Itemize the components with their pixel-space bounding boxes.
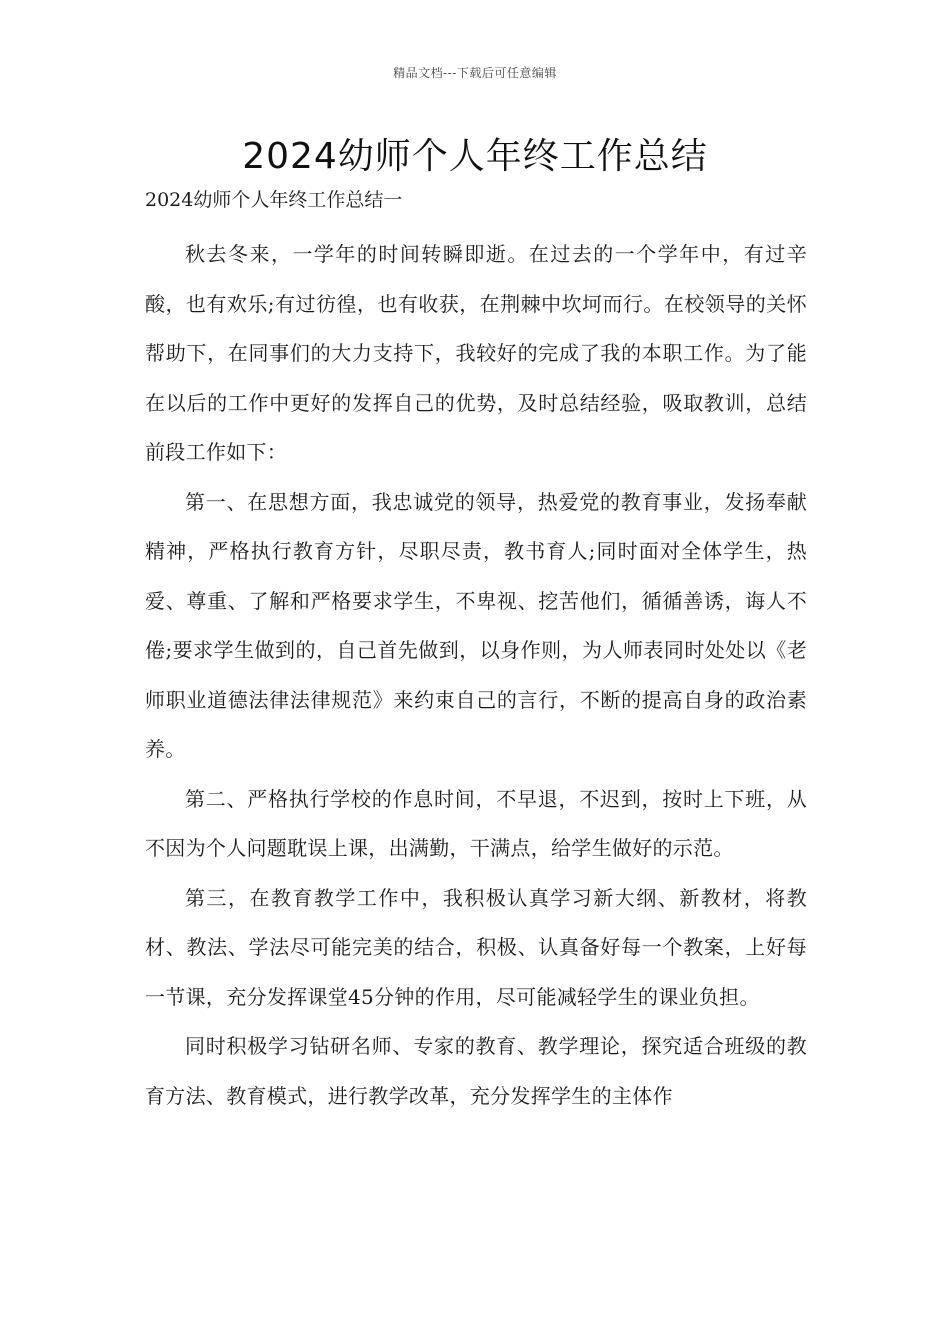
paragraph-3: 第二、严格执行学校的作息时间，不早退，不迟到，按时上下班，从不因为个人问题耽误上课，出满勤，干满点，给学生做好的示范。 — [145, 786, 807, 860]
document-title: 2024幼师个人年终工作总结 — [242, 136, 708, 177]
paragraph-5: 同时积极学习钻研名师、专家的教育、教学理论，探究适合班级的教育方法、教育模式，进行教学改革，充分发挥学生的主体作 — [145, 1034, 807, 1108]
paragraph-2: 第一、在思想方面，我忠诚党的领导，热爱党的教育事业，发扬奉献精神，严格执行教育方针，尽职尽责，教书育人;同时面对全体学生，热爱、尊重、了解和严格要求学生，不卑视、挖苦他们，循循善诱，诲人不倦;要求学生做到的，自己首先做到，以身作则，为人师表同时处处以《老师职业道德法律法律规范》来约束自己的言行，不断的提高自身的政治素养。 — [145, 489, 807, 761]
section-subtitle: 2024幼师个人年终工作总结一 — [145, 189, 403, 211]
document-body — [145, 182, 807, 1121]
paragraph-1: 秋去冬来，一学年的时间转瞬即逝。在过去的一个学年中，有过辛酸，也有欢乐;有过彷徨，也有收获，在荆棘中坎坷而行。在校领导的关怀帮助下，在同事们的大力支持下，我较好的完成了我的本职工作。为了能在以后的工作中更好的发挥自己的优势，及时总结经验，吸取教训，总结前段工作如下： — [145, 242, 807, 464]
header-note: 精品文档---下载后可任意编辑 — [393, 66, 557, 80]
paragraph-4: 第三，在教育教学工作中，我积极认真学习新大纲、新教材，将教材、教法、学法尽可能完美的结合，积极、认真备好每一个教案，上好每一节课，充分发挥课堂45分钟的作用，尽可能减轻学生的课业负担。 — [145, 885, 807, 1009]
